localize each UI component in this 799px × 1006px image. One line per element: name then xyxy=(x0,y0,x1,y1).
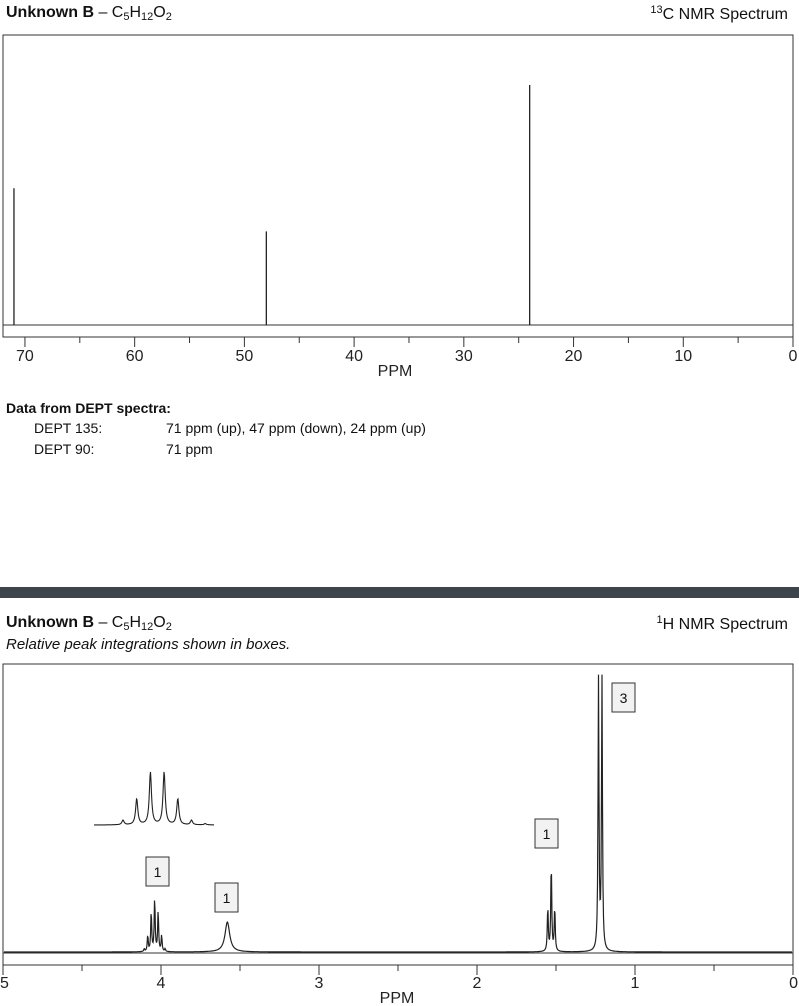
dept-135-value: 71 ppm (up), 47 ppm (down), 24 ppm (up) xyxy=(166,420,426,436)
h1-septet-inset-trace xyxy=(94,772,214,825)
c13-dash: – xyxy=(94,4,112,21)
h1-spectrum-trace xyxy=(4,675,792,952)
c13-tick-label-4: 30 xyxy=(454,348,473,365)
c13-tick-label-0: 70 xyxy=(16,348,34,365)
h1-tick-label-5: 0 xyxy=(789,975,798,992)
integration-value-3: 3 xyxy=(619,690,628,706)
c13-tick-label-3: 40 xyxy=(345,348,364,365)
h1-axis-band xyxy=(3,953,793,965)
c13-tick-label-1: 60 xyxy=(125,348,144,365)
c13-tick-label-7: 0 xyxy=(788,348,798,365)
c13-tick-label-2: 50 xyxy=(235,348,254,365)
dept-135-label: DEPT 135: xyxy=(34,420,103,436)
h1-tick-label-1: 4 xyxy=(156,975,166,992)
c13-unknown-label: Unknown B xyxy=(6,4,94,21)
h1-integration-boxes xyxy=(146,683,635,912)
c13-tick-label-6: 10 xyxy=(674,348,693,365)
c13-xlabel: PPM xyxy=(377,363,413,380)
integration-value-2: 1 xyxy=(542,826,551,842)
c13-tick-label-5: 20 xyxy=(564,348,583,365)
h1-unknown-label: Unknown B xyxy=(6,614,94,631)
c13-formula: $C_5H_{12}O_2$ xyxy=(111,4,172,23)
c13-spectrum-title: $^{13}$C NMR Spectrum xyxy=(650,4,788,23)
h1-tick-label-0: 5 xyxy=(0,975,9,992)
dept-title: Data from DEPT spectra: xyxy=(6,400,171,416)
integration-value-0: 1 xyxy=(153,864,162,880)
dept-90-label: DEPT 90: xyxy=(34,441,95,457)
dept-90-value: 71 ppm xyxy=(166,441,213,457)
h1-plot-frame xyxy=(3,664,793,953)
h1-dash: – xyxy=(94,614,112,631)
h1-xlabel: PPM xyxy=(379,990,415,1006)
h1-tick-label-2: 3 xyxy=(314,975,324,992)
h1-formula: $C_5H_{12}O_2$ xyxy=(111,614,172,633)
integration-value-1: 1 xyxy=(222,890,231,906)
h1-spectrum-title: $^1$H NMR Spectrum xyxy=(656,614,788,633)
h1-ticks-group xyxy=(0,965,798,992)
h1-tick-label-3: 2 xyxy=(472,975,482,992)
h1-tick-label-4: 1 xyxy=(630,975,640,992)
h1-integration-note: Relative peak integrations shown in boxes. xyxy=(6,636,291,653)
